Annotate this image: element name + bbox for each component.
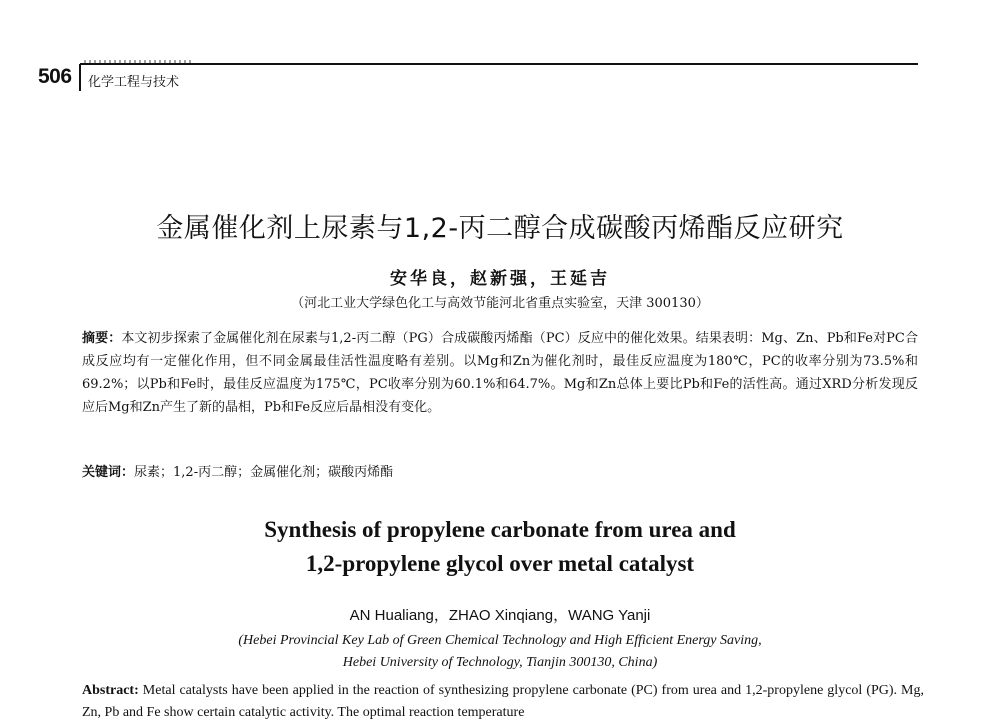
header-divider [79, 64, 81, 91]
chinese-abstract-label: 摘要： [82, 331, 122, 346]
chinese-keywords-label: 关键词： [82, 465, 135, 480]
header-rule [80, 63, 918, 65]
english-affiliation [0, 630, 1000, 674]
chinese-abstract [82, 327, 918, 419]
chinese-keywords [82, 461, 918, 484]
english-authors: AN Hualiang，ZHAO Xinqiang，WANG Yanji [349, 607, 651, 624]
english-title-line-2: 1,2-propylene glycol over metal catalyst [305, 551, 695, 576]
english-title [0, 513, 1000, 581]
english-affiliation-line-1: (Hebei Provincial Key Lab of Green Chemical Technology and High Efficient Energy Saving, [238, 633, 762, 648]
chinese-title: 金属催化剂上尿素与1,2-丙二醇合成碳酸丙烯酯反应研究 [156, 213, 844, 244]
english-abstract-label: Abstract: [82, 683, 139, 698]
page-number: 506 [38, 65, 72, 88]
english-abstract [82, 680, 924, 724]
chinese-keywords-text: 尿素；1,2-丙二醇；金属催化剂；碳酸丙烯酯 [134, 465, 394, 480]
chinese-abstract-text: 本文初步探索了金属催化剂在尿素与1,2-丙二醇（PG）合成碳酸丙烯酯（PC）反应中的催化效果。结果表明：Mg、Zn、Pb和Fe对PC合成反应均有一定催化作用，但不同金属最佳活性温度略有差别。以Mg和Zn为催化剂时，最佳反应温度为180℃，PC的收率分别为73.5%和69.2%；以Pb和Fe时，最佳反应温度为175℃，PC收率分别为60.1%和64.7%。Mg和Zn总体上要比Pb和Fe的活性高。通过XRD分析发现反应后Mg和Zn产生了新的晶相，Pb和Fe反应后晶相没有变化。 [82, 331, 918, 415]
chinese-affiliation: （河北工业大学绿色化工与高效节能河北省重点实验室，天津 300130） [291, 296, 709, 311]
chinese-authors: 安华良，赵新强，王延吉 [390, 269, 610, 289]
journal-name: 化学工程与技术 [88, 74, 180, 89]
english-abstract-text: Metal catalysts have been applied in the reaction of synthesizing propylene carbonate (PC) from urea and 1,2-propylene glycol (PG). Mg, Zn, Pb and Fe show certain catalytic activity. The optimal reaction temperature [82, 683, 925, 720]
english-affiliation-line-2: Hebei University of Technology, Tianjin 300130, China) [342, 655, 658, 670]
english-title-line-1: Synthesis of propylene carbonate from urea and [264, 517, 736, 542]
